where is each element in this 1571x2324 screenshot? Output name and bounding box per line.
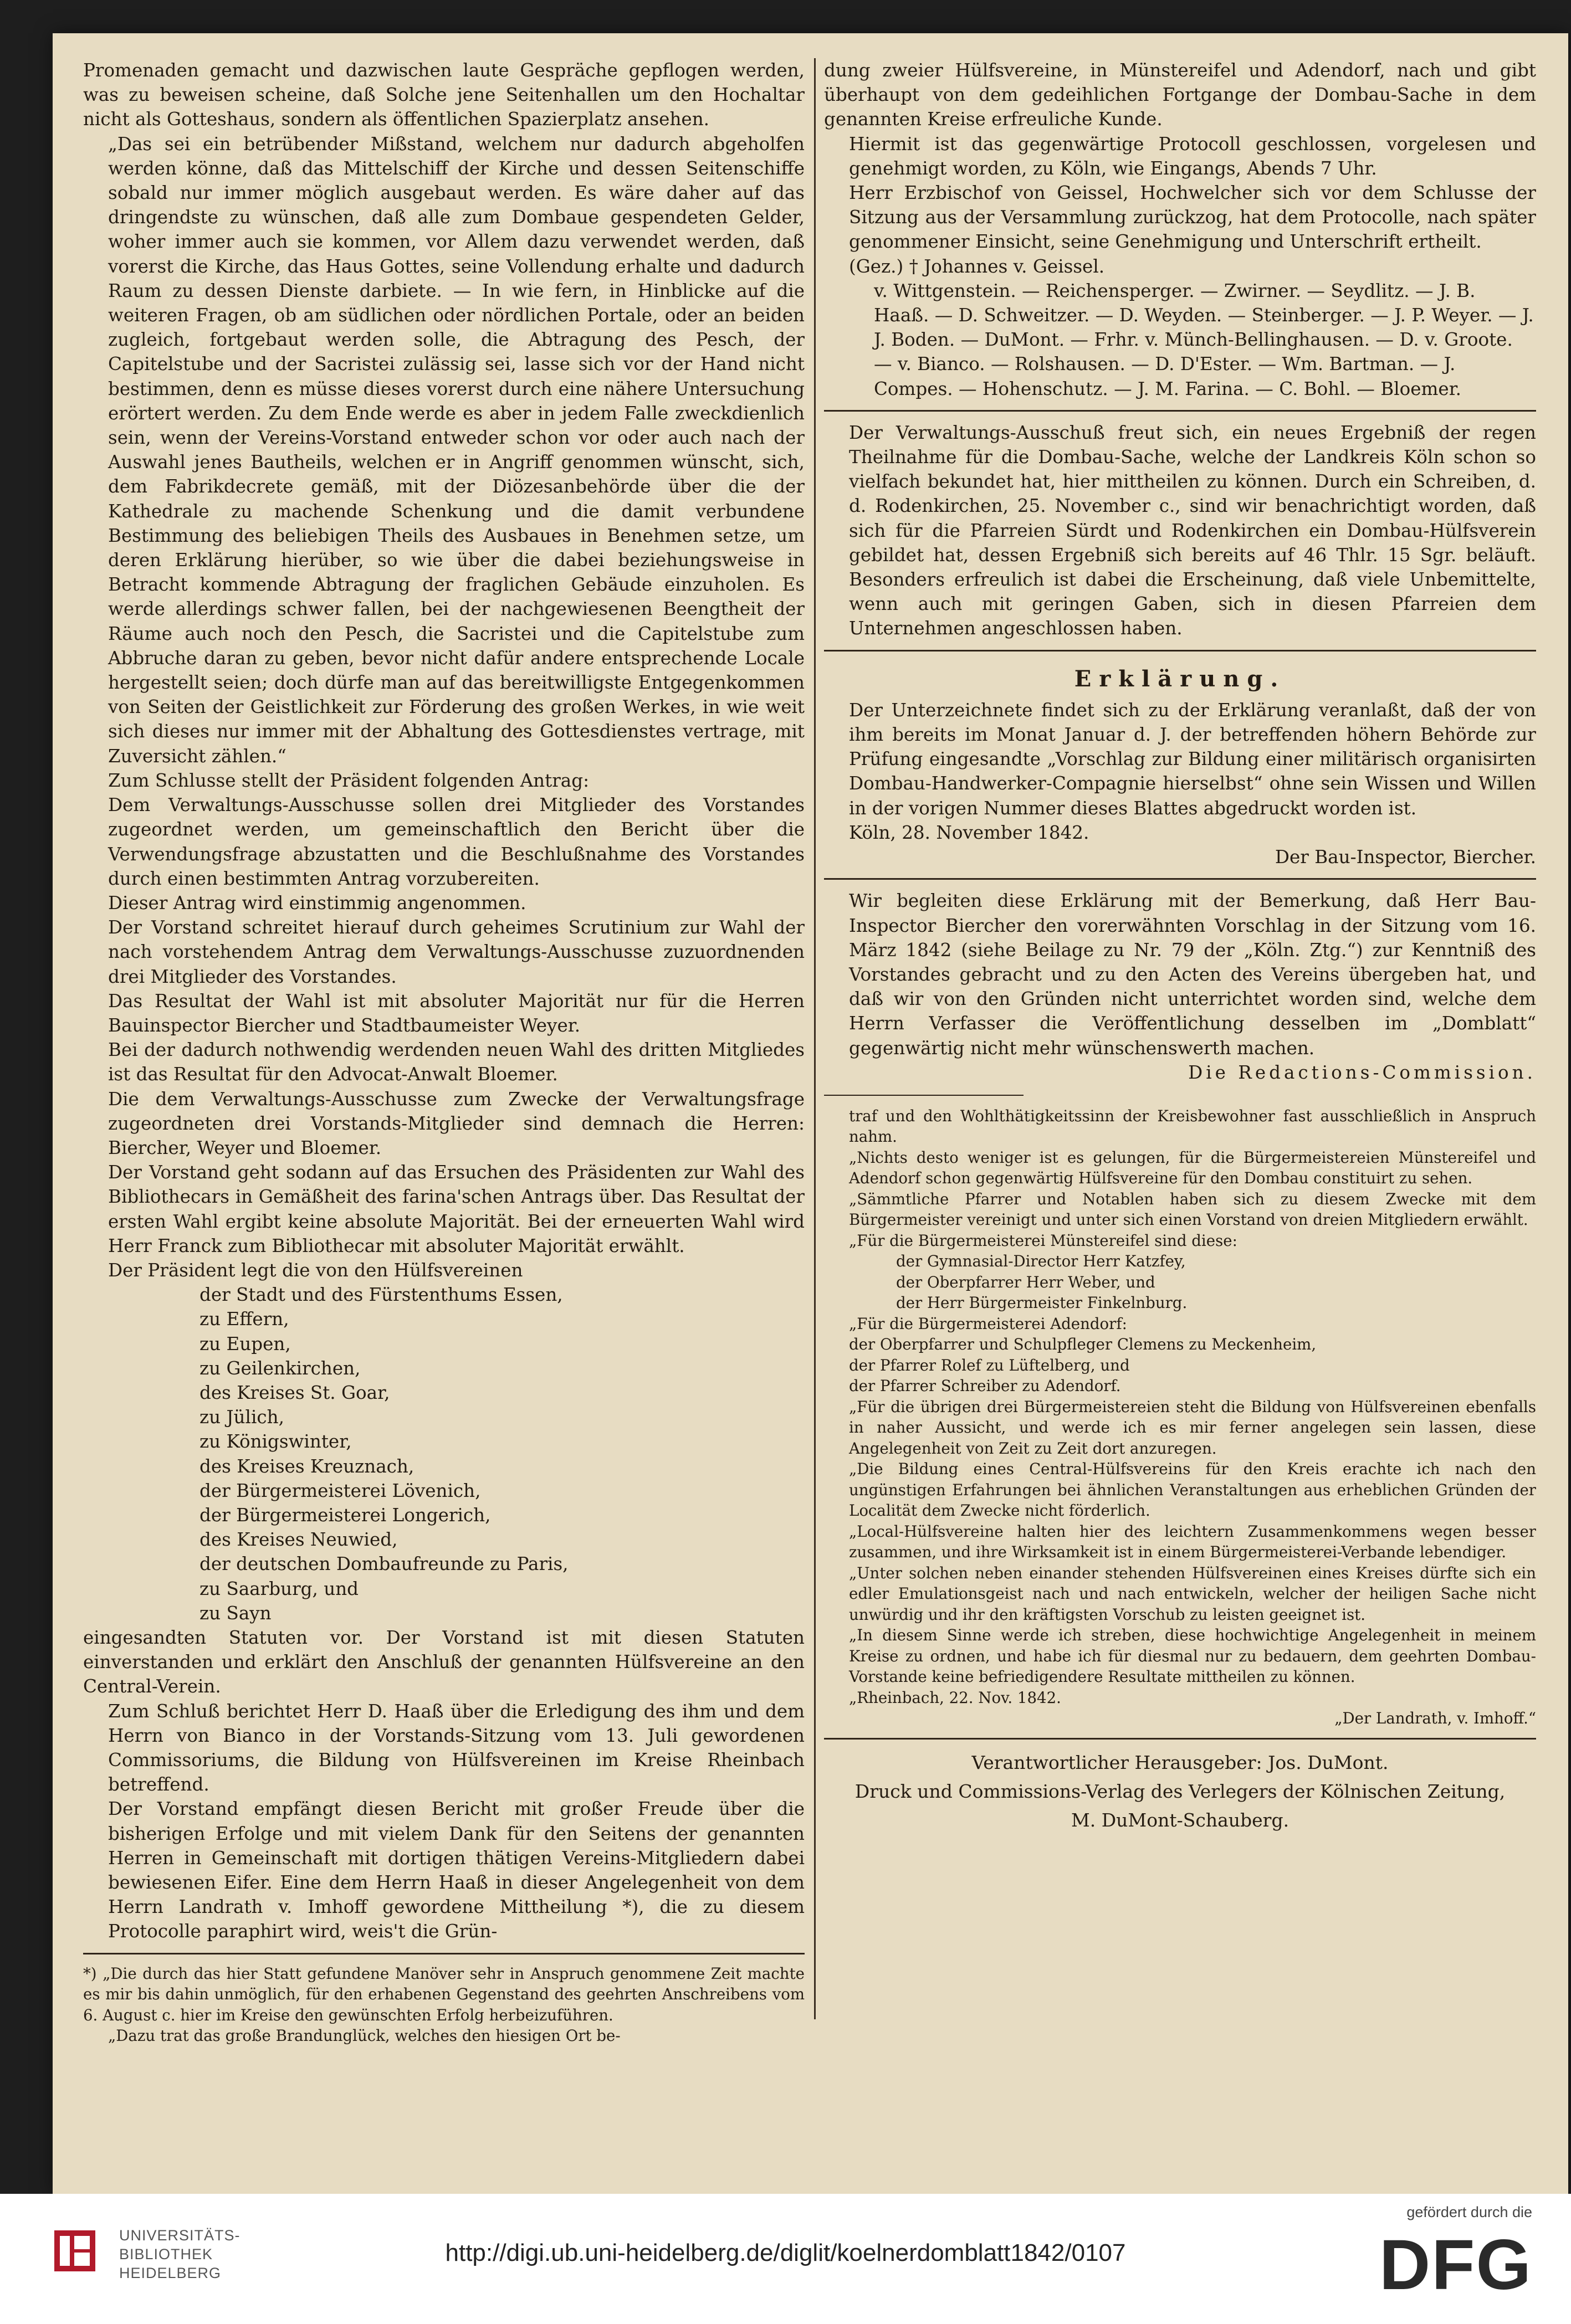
footnote: „Sämmtliche Pfarrer und Notablen haben sich zu diesem Zwecke mit dem Bürgermeister vereinigt und unter sich einen Vorstand von dreien Mitgliedern erwählt. bbox=[849, 1189, 1536, 1229]
commission-signature: Die Redactions-Commission. bbox=[1188, 1061, 1536, 1083]
list-item: der Pfarrer Rolef zu Lüftelberg, und bbox=[849, 1356, 1130, 1374]
list-item: zu Eupen, bbox=[199, 1333, 291, 1355]
list-item: zu Geilenkirchen, bbox=[199, 1357, 361, 1379]
footnote-date: „Rheinbach, 22. Nov. 1842. bbox=[849, 1688, 1061, 1707]
paragraph: Dieser Antrag wird einstimmig angenommen. bbox=[108, 892, 526, 914]
list-item: zu Jülich, bbox=[199, 1407, 284, 1428]
footnote-signature: „Der Landrath, v. Imhoff.“ bbox=[1334, 1709, 1536, 1728]
footnote: „Die Bildung eines Central-Hülfsvereins für den Kreis erachte ich nach den ungünstigen Erfahrungen bei ähnlichen Veranstaltungen aus erheblichen Gründen der Localität dem Zwecke nicht förderlich. bbox=[849, 1460, 1536, 1520]
paragraph: Hiermit ist das gegenwärtige Protocoll geschlossen, vorgelesen und genehmigt worden, zu Köln, wie Eingangs, Abends 7 Uhr. bbox=[849, 133, 1536, 179]
paragraph: Zum Schluß berichtet Herr D. Haaß über die Erledigung des ihm und dem Herrn von Bianco in der Vorstands-Sitzung vom 13. Juli gewordenen Commissoriums, die Bildung von Hülfsvereinen im Kreise Rheinbach betreffend. bbox=[108, 1700, 805, 1795]
footnote: traf und den Wohlthätigkeitssinn der Kreisbewohner fast ausschließlich in Anspruch nahm. bbox=[849, 1106, 1536, 1146]
paragraph: Der Präsident legt die von den Hülfsvereinen bbox=[108, 1259, 523, 1281]
signatories: v. Wittgenstein. — Reichensperger. — Zwirner. — Seydlitz. — J. B. Haaß. — D. Schweitzer. — D. Weyden. — Steinberger. — J. P. Weyer. — J. J. Boden. — DuMont. — Frhr. v. Münch-Bellinghausen. — D. v. Groote. — v. Bianco. — Rolshausen. — D. D'Ester. — Wm. Bartman. — J. Compes. — Hohenschutz. — J. M. Farina. — C. Bohl. — Bloemer. bbox=[874, 280, 1534, 399]
signature-line: (Gez.) † Johannes v. Geissel. bbox=[849, 255, 1105, 277]
footnote: „Local-Hülfsvereine halten hier des leichtern Zusammenkommens wegen besser zusammen, und ihre Wirksamkeit ist in einem Bürgermeisterei-Verbande lebendiger. bbox=[849, 1522, 1536, 1562]
paragraph: Zum Schlusse stellt der Präsident folgenden Antrag: bbox=[108, 769, 590, 791]
paragraph: Promenaden gemacht und dazwischen laute Gespräche gepflogen werden, was zu beweisen scheine, daß Solche jene Seitenhallen um den Hochaltar nicht als Gotteshaus, sondern als öffentlichen Spazierplatz ansehen. bbox=[83, 60, 805, 130]
paragraph: Die dem Verwaltungs-Ausschusse zum Zwecke der Verwaltungsfrage zugeordneten drei Vorstands-Mitglieder sind demnach die Herren: Biercher, Weyer und Bloemer. bbox=[108, 1088, 805, 1158]
paragraph: „Das sei ein betrübender Mißstand, welchem nur dadurch abgeholfen werden könne, daß das Mittelschiff der Kirche und dessen Seitenschiffe sobald nur immer möglich ausgebaut werden. Es wäre daher auf das dringendste zu wünschen, daß alle zum Dombaue gespendeten Gelder, woher immer auch sie kommen, vor Allem dazu verwendet werden, daß vorerst die Kirche, das Haus Gottes, seine Vollendung erhalte und dadurch Raum zu dessen Dienste darbiete. — In wie fern, in Hinblicke auf die weiteren Fragen, ob am südlichen oder nördlichen Portale, oder an beiden zugleich, fortgebaut werden solle, die Abtragung des Pesch, der Capitelstube und der Sacristei zulässig sei, lasse sich vor der Hand nicht bestimmen, denn es müsse dieses vorerst durch eine nähere Untersuchung erörtert werden. Zu dem Ende werde es aber in jedem Falle zweckdienlich sein, wenn der Vereins-Vorstand entweder schon vor oder auch nach der Auswahl jenes Bautheils, welchen er in Angriff genommen wünscht, sich, dem Fabrikdecrete gemäß, mit der Diözesanbehörde über die der Kathedrale zu machende Schenkung und die damit verbundene Bestimmung des beliebigen Theils des Ausbaues in Benehmen setze, um deren Erklärung hierüber, so wie über die dabei beziehungsweise in Betracht kommende Abtragung der fraglichen Gebäude einzuholen. Es werde allerdings schwer fallen, bei der nachgewiesenen Beengtheit der Räume auch noch den Pesch, die Sacristei und die Capitelstube zum Abbruche daran zu geben, bevor nicht dafür andere entsprechende Locale hergestellt seien; doch dürfe man auf das bereitwilligste Entgegenkommen von Seiten der Geistlichkeit zur Förderung des großen Werkes, in wie weit sich dieses nur immer mit der Abhaltung des Gottesdienstes vertrage, mit Zuversicht zählen.“ bbox=[108, 133, 805, 767]
signer: Der Bau-Inspector, Biercher. bbox=[1275, 847, 1536, 868]
imprint-editor: Verantwortlicher Herausgeber: Jos. DuMont. bbox=[971, 1751, 1389, 1773]
section-divider bbox=[824, 650, 1536, 651]
list-item: der Gymnasial-Director Herr Katzfey, bbox=[896, 1252, 1186, 1271]
imprint bbox=[824, 1748, 1536, 1835]
paragraph: Bei der dadurch nothwendig werdenden neuen Wahl des dritten Mitgliedes ist das Resultat für den Advocat-Anwalt Bloemer. bbox=[108, 1039, 805, 1085]
section-divider bbox=[824, 878, 1536, 880]
footnote: „Für die Bürgermeisterei Münstereifel sind diese: bbox=[849, 1231, 1237, 1250]
footnote-continuation bbox=[824, 1106, 1536, 1729]
library-name-line: BIBLIOTHEK bbox=[119, 2246, 213, 2263]
paragraph: Wir begleiten diese Erklärung mit der Bemerkung, daß Herr Bau-Inspector Biercher den vorerwähnten Vorschlag in der Sitzung vom 16. März 1842 (siehe Beilage zu Nr. 79 der „Köln. Ztg.“) zur Kenntniß des Vorstandes gebracht und zu den Acten des Vereins übergeben hat, und daß wir von den Gründen nicht unterrichtet worden sind, welche dem Herrn Verfasser die Veröffentlichung desselben im „Domblatt“ gegenwärtig nicht mehr wünschenswerth machen. bbox=[849, 890, 1536, 1059]
place-date: Köln, 28. November 1842. bbox=[849, 822, 1089, 843]
list-item: des Kreises Kreuznach, bbox=[199, 1455, 415, 1477]
footnote: „Nichts desto weniger ist es gelungen, für die Bürgermeistereien Münstereifel und Adendorf schon gegenwärtig Hülfsvereine für den Dombau constituirt zu sehen. bbox=[849, 1148, 1536, 1188]
paragraph: Der Verwaltungs-Ausschuß freut sich, ein neues Ergebniß der regen Theilnahme für die Dombau-Sache, welche der Landkreis Köln schon so vielfach bekundet hat, hier mittheilen zu können. Durch ein Schreiben, d. d. Rodenkirchen, 25. November c., sind wir benachrichtigt worden, daß sich für die Pfarreien Sürdt und Rodenkirchen ein Dombau-Hülfsverein gebildet hat, dessen Ergebniß sich bereits auf 46 Thlr. 15 Sgr. beläuft. Besonders erfreulich ist dabei die Erscheinung, daß viele Unbemittelte, wenn auch mit geringen Gaben, sich in diesen Pfarreien dem Unternehmen angeschlossen haben. bbox=[849, 422, 1536, 639]
section-heading: Erklärung. bbox=[1074, 665, 1286, 692]
list-item: zu Sayn bbox=[199, 1602, 272, 1624]
paragraph: Herr Erzbischof von Geissel, Hochwelcher sich vor dem Schlusse der Sitzung aus der Versammlung zurückzog, hat dem Protocolle, nach später genommener Einsicht, seine Genehmigung und Unterschrift ertheilt. bbox=[849, 182, 1536, 253]
list-item: der deutschen Dombaufreunde zu Paris, bbox=[199, 1553, 569, 1575]
list-item: der Oberpfarrer und Schulpfleger Clemens zu Meckenheim, bbox=[849, 1335, 1317, 1354]
imprint-publisher: Druck und Commissions-Verlag des Verlegers der Kölnischen Zeitung, bbox=[854, 1780, 1506, 1802]
footnote: „Für die Bürgermeisterei Adendorf: bbox=[849, 1314, 1127, 1333]
list-item: zu Effern, bbox=[199, 1309, 289, 1330]
paragraph: Das Resultat der Wahl ist mit absoluter Majorität nur für die Herren Bauinspector Biercher und Stadtbaumeister Weyer. bbox=[108, 990, 805, 1036]
column-divider bbox=[814, 58, 816, 2019]
list-item: der Pfarrer Schreiber zu Adendorf. bbox=[849, 1377, 1121, 1396]
list-item: der Bürgermeisterei Lövenich, bbox=[199, 1480, 481, 1501]
association-list bbox=[83, 1282, 805, 1625]
right-column bbox=[824, 58, 1536, 1835]
paragraph: Der Vorstand schreitet hierauf durch geheimes Scrutinium zur Wahl der nach vorstehendem Antrag dem Verwaltungs-Ausschusse zuzuordnenden drei Mitglieder des Vorstandes. bbox=[108, 917, 805, 987]
footnote: „Unter solchen neben einander stehenden Hülfsvereinen eines Kreises dürfte sich ein edler Emulationsgeist nach und nach entwickeln, welcher der heiligen Sache nicht unwürdig und ihr den kräftigsten Vorschub zu leisten geeignet ist. bbox=[849, 1563, 1536, 1624]
dfg-logo: DFG bbox=[1379, 2225, 1532, 2305]
funding-note: gefördert durch die bbox=[1406, 2204, 1532, 2220]
footnote: *) „Die durch das hier Statt gefundene Manöver sehr in Anspruch genommene Zeit machte es mir bis dahin unmöglich, für den erhabenen Gegenstand des geehrten Anschreibens vom 6. August c. hier im Kreise den gewünschten Erfolg herbeizuführen. bbox=[83, 1964, 805, 2024]
footnote: „Dazu trat das große Brandunglück, welches den hiesigen Ort be- bbox=[108, 2027, 621, 2045]
section-divider bbox=[824, 410, 1536, 412]
list-item: des Kreises St. Goar, bbox=[199, 1382, 390, 1403]
motion-text: Dem Verwaltungs-Ausschusse sollen drei Mitglieder des Vorstandes zugeordnet werden, um gemeinschaftlich den Bericht über die Verwendungsfrage abzustatten und die Beschlußnahme des Vorstandes durch einen bestimmten Antrag vorzubereiten. bbox=[108, 794, 805, 889]
paragraph: dung zweier Hülfsvereine, in Münstereifel und Adendorf, nach und gibt überhaupt von dem gedeihlichen Fortgange der Dombau-Sache in dem genannten Kreise erfreuliche Kunde. bbox=[824, 60, 1536, 130]
paragraph: Der Unterzeichnete findet sich zu der Erklärung veranlaßt, daß der von ihm bereits im Monat Januar d. J. der betreffenden höhern Behörde zur Prüfung eingesandte „Vorschlag zur Bildung einer militärisch organisirten Dombau-Handwerker-Compagnie hierselbst“ ohne sein Wissen und Willen in der vorigen Nummer dieses Blattes abgedruckt worden ist. bbox=[849, 699, 1536, 819]
footnote: „In diesem Sinne werde ich streben, diese hochwichtige Angelegenheit in meinem Kreise zu ordnen, und habe ich für diesmal nur zu bedauern, dem geehrten Dombau-Vorstande keine befriedigendere Resultate mittheilen zu können. bbox=[849, 1626, 1536, 1686]
imprint-publisher-name: M. DuMont-Schauberg. bbox=[1071, 1809, 1289, 1831]
list-item: der Herr Bürgermeister Finkelnburg. bbox=[896, 1294, 1188, 1312]
digitization-footer bbox=[0, 2194, 1571, 2324]
footnote-divider bbox=[83, 1953, 805, 1954]
newspaper-page bbox=[53, 33, 1568, 2194]
permalink[interactable]: http://digi.ub.uni-heidelberg.de/diglit/koelnerdomblatt1842/0107 bbox=[445, 2239, 1126, 2266]
left-column bbox=[83, 58, 805, 2046]
imprint-divider bbox=[824, 1738, 1536, 1740]
list-item: der Bürgermeisterei Longerich, bbox=[199, 1504, 491, 1526]
paragraph: eingesandten Statuten vor. Der Vorstand ist mit diesen Statuten einverstanden und erklärt den Anschluß der genannten Hülfsvereine an den Central-Verein. bbox=[83, 1627, 805, 1697]
library-name-line: HEIDELBERG bbox=[119, 2265, 222, 2281]
paragraph: Der Vorstand empfängt diesen Bericht mit großer Freude über die bisherigen Erfolge und mit vielem Dank für den Seitens der genannten Herren in Gemeinschaft mit dortigen thätigen Vereins-Mitgliedern dabei bewiesenen Eifer. Eine dem Herrn Haaß in dieser Angelegenheit von dem Herrn Landrath v. Imhoff gewordene Mittheilung *), die zu diesem Protocolle paraphirt wird, weis't die Grün- bbox=[108, 1798, 805, 1942]
list-item: der Oberpfarrer Herr Weber, und bbox=[896, 1273, 1155, 1291]
footnote-block bbox=[83, 1963, 805, 2046]
paragraph: Der Vorstand geht sodann auf das Ersuchen des Präsidenten zur Wahl des Bibliothecars in Gemäßheit des farina'schen Antrags über. Das Resultat der ersten Wahl ergibt keine absolute Majorität. Bei der erneuerten Wahl wird Herr Franck zum Bibliothecar mit absoluter Majorität erwählt. bbox=[108, 1162, 805, 1256]
list-item: der Stadt und des Fürstenthums Essen, bbox=[199, 1284, 563, 1306]
footnote: „Für die übrigen drei Bürgermeistereien steht die Bildung von Hülfsvereinen ebenfalls in naher Aussicht, und werde ich es mir ferner angelegen sein lassen, diese Angelegenheit von Zeit zu Zeit dort anzuregen. bbox=[849, 1397, 1536, 1458]
list-item: des Kreises Neuwied, bbox=[199, 1529, 398, 1551]
list-item: zu Saarburg, und bbox=[199, 1578, 359, 1599]
library-name-line: UNIVERSITÄTS- bbox=[119, 2227, 240, 2244]
list-item: zu Königswinter, bbox=[199, 1431, 352, 1453]
footnote-divider bbox=[824, 1095, 1024, 1096]
